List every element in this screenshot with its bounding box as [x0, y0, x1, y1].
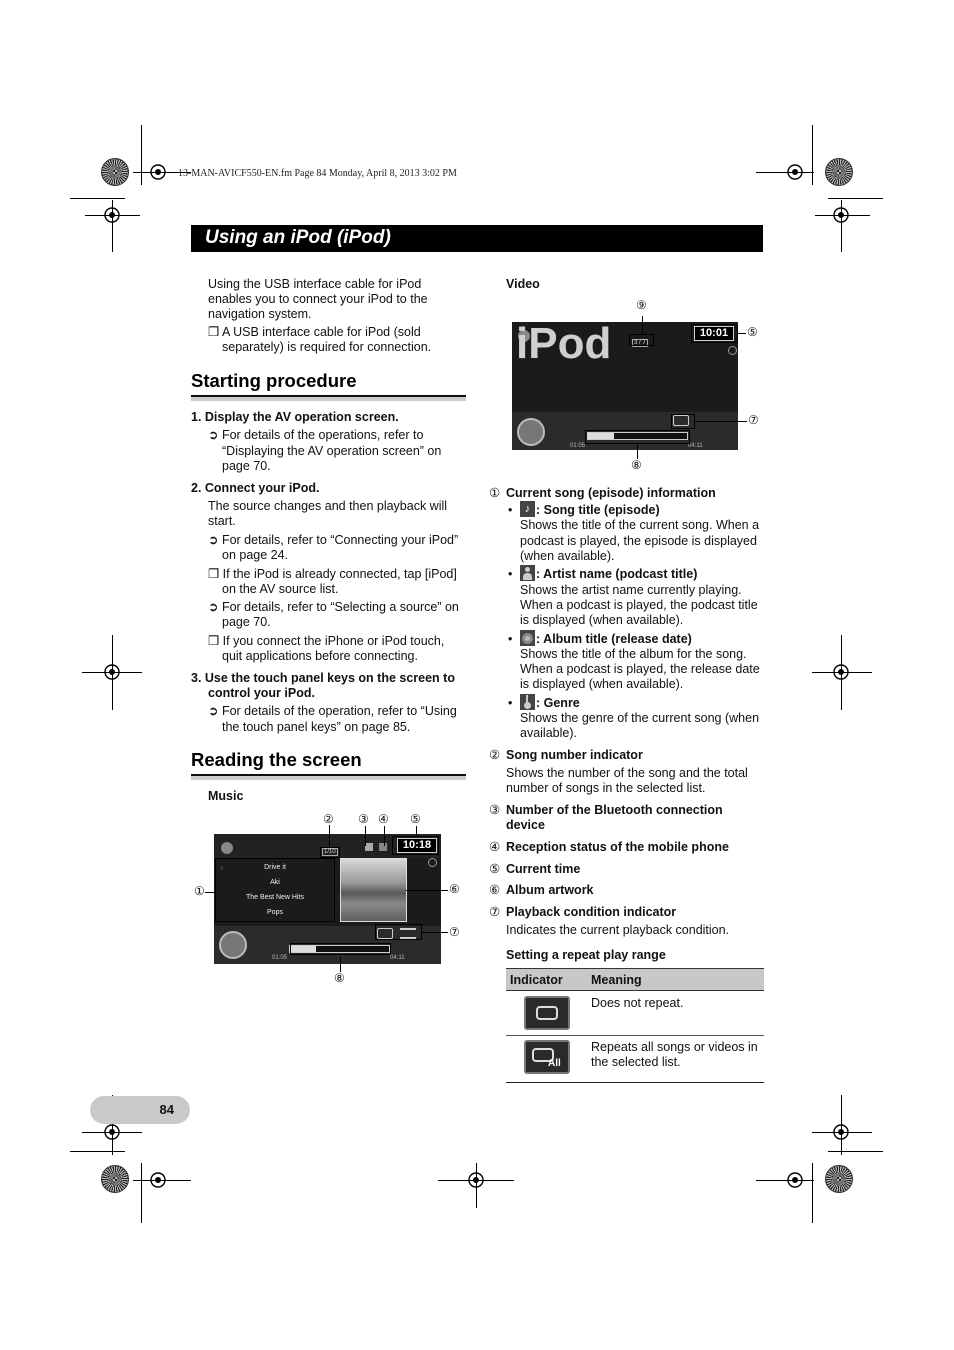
song-counter: 3 / 7	[634, 340, 646, 346]
step-2-ref: ➲ For details, refer to “Connecting your iPod”	[208, 533, 459, 547]
callout-2: ②	[323, 812, 334, 826]
legend-number: ④	[489, 840, 501, 854]
legend-desc: Shows the title of the current song. When a	[520, 518, 760, 532]
disc-icon	[520, 630, 535, 646]
bullet: •	[508, 632, 513, 646]
callout-4: ④	[378, 812, 389, 826]
step-1-ref: “Displaying the AV operation screen” on	[222, 444, 442, 458]
table-row-divider	[506, 1035, 764, 1036]
person-icon	[520, 565, 535, 581]
legend-desc: is displayed (when available).	[520, 677, 684, 691]
legend-album: : Album title (release date)	[536, 632, 692, 646]
play-pause-button[interactable]	[517, 418, 545, 446]
file-header: 13-MAN-AVICF550-EN.fm Page 84 Monday, April 8, 2013 3:02 PM	[178, 168, 457, 179]
heading-rule	[191, 774, 466, 780]
legend-genre: : Genre	[536, 696, 580, 710]
step-2-ref: on page 24.	[222, 548, 289, 562]
step-2-text: The source changes and then playback will	[208, 499, 448, 513]
legend-title: Reception status of the mobile phone	[506, 840, 729, 854]
step-2-note: ❒ If you connect the iPhone or iPod touch,	[208, 634, 445, 648]
col-indicator: Indicator	[510, 973, 563, 987]
legend-number: ②	[489, 748, 501, 762]
signal-icon	[379, 843, 387, 851]
search-icon[interactable]	[728, 346, 737, 355]
chapter-title-bar	[191, 225, 763, 252]
bullet: •	[508, 567, 513, 581]
legend-song-title: : Song title (episode)	[536, 503, 660, 517]
repeat-all-icon	[524, 1040, 570, 1074]
total-time: 04:11	[688, 443, 703, 449]
callout-7: ⑦	[449, 925, 460, 939]
ipod-logo: iPod	[516, 322, 612, 368]
play-pause-button[interactable]	[219, 931, 247, 959]
elapsed-time: 01:05	[272, 955, 288, 961]
album-title: The Best New Hits	[246, 894, 304, 901]
registration-mark-icon	[102, 662, 122, 682]
callout-3: ③	[358, 812, 369, 826]
legend-number: ⑦	[489, 905, 501, 919]
step-1-title: 1. Display the AV operation screen.	[191, 410, 399, 424]
callout-5: ⑤	[747, 325, 758, 339]
color-rosette-icon	[101, 158, 129, 186]
step-2-note: ❒ If the iPod is already connected, tap [iPod]	[208, 567, 457, 581]
registration-mark-icon	[102, 1122, 122, 1142]
legend-desc: Shows the title of the album for the song.	[520, 647, 747, 661]
registration-mark-icon	[831, 205, 851, 225]
intro-line: Using the USB interface cable for iPod	[208, 277, 422, 291]
table-caption: Setting a repeat play range	[506, 948, 666, 962]
table-bottom-rule	[506, 1082, 764, 1083]
repeat-icon	[524, 996, 570, 1030]
callout-5: ⑤	[410, 812, 421, 826]
legend-title: Song number indicator	[506, 748, 643, 762]
page-number-tab	[90, 1096, 190, 1124]
legend-artist: : Artist name (podcast title)	[536, 567, 698, 581]
row2-meaning: Repeats all songs or videos in	[591, 1040, 758, 1054]
legend-title: Current song (episode) information	[506, 486, 716, 500]
song-title: Drive it	[264, 864, 286, 871]
table-header	[506, 968, 764, 991]
search-icon[interactable]	[428, 858, 437, 867]
video-label: Video	[506, 277, 540, 291]
page-number: 84	[159, 1102, 174, 1117]
row1-meaning: Does not repeat.	[591, 996, 684, 1010]
legend-number: ⑥	[489, 883, 501, 897]
legend-desc: Indicates the current playback condition.	[506, 923, 730, 937]
artist-name: Aki	[270, 879, 280, 886]
heading-rule	[191, 395, 466, 401]
chapter-title: Using an iPod (iPod)	[205, 227, 391, 248]
reading-screen-heading: Reading the screen	[191, 749, 362, 770]
color-rosette-icon	[825, 158, 853, 186]
legend-title: device	[506, 818, 545, 832]
legend-desc: When a podcast is played, the release date	[520, 662, 760, 676]
legend-title: Current time	[506, 862, 581, 876]
album-artwork	[340, 858, 407, 922]
legend-desc: is displayed (when available).	[520, 613, 684, 627]
intro-note: separately) is required for connection.	[222, 340, 432, 354]
elapsed-time: 01:05	[570, 443, 586, 449]
color-rosette-icon	[101, 1165, 129, 1193]
step-3-ref: ➲ For details of the operation, refer to “Using	[208, 704, 457, 718]
clock: 10:18	[397, 838, 437, 853]
starting-procedure-heading: Starting procedure	[191, 370, 357, 391]
bullet: •	[508, 503, 513, 517]
legend-desc: (when available).	[520, 549, 615, 563]
step-2-note: on the AV source list.	[222, 582, 339, 596]
registration-mark-icon	[785, 1170, 805, 1190]
legend-number: ①	[489, 486, 501, 500]
step-2-title: 2. Connect your iPod.	[191, 481, 320, 495]
legend-title: Number of the Bluetooth connection	[506, 803, 723, 817]
step-3-title: control your iPod.	[208, 686, 315, 700]
legend-number: ③	[489, 803, 501, 817]
total-time: 04:11	[390, 955, 405, 961]
legend-desc: Shows the genre of the current song (when	[520, 711, 760, 725]
repeat-all-label: All	[548, 1058, 561, 1069]
legend-desc: number of songs in the selected list.	[506, 781, 706, 795]
bluetooth-device-icon	[365, 843, 373, 851]
registration-mark-icon	[831, 1122, 851, 1142]
legend-title: Playback condition indicator	[506, 905, 677, 919]
registration-mark-icon	[148, 162, 168, 182]
music-note-icon: ♪	[520, 501, 535, 517]
legend-desc: Shows the number of the song and the total	[506, 766, 748, 780]
legend-desc: available).	[520, 726, 577, 740]
legend-desc: podcast is played, the episode is displayed	[520, 534, 757, 548]
color-rosette-icon	[825, 1165, 853, 1193]
legend-desc: When a podcast is played, the podcast title	[520, 598, 758, 612]
step-3-ref: the touch panel keys” on page 85.	[222, 720, 411, 734]
legend-desc: Shows the artist name currently playing.	[520, 583, 742, 597]
genre: Pops	[267, 909, 283, 916]
col-meaning: Meaning	[591, 973, 642, 987]
intro-line: navigation system.	[208, 307, 312, 321]
legend-title: Album artwork	[506, 883, 594, 897]
callout-9: ⑨	[636, 298, 647, 312]
step-3-title: 3. Use the touch panel keys on the screen to	[191, 671, 455, 685]
registration-mark-icon	[785, 162, 805, 182]
row2-meaning: the selected list.	[591, 1055, 681, 1069]
song-counter: 1/10	[324, 849, 336, 855]
registration-mark-icon	[466, 1170, 486, 1190]
registration-mark-icon	[831, 662, 851, 682]
step-2-note: quit applications before connecting.	[222, 649, 418, 663]
guitar-icon	[520, 694, 535, 710]
callout-1: ①	[194, 884, 205, 898]
step-1-ref: ➲ For details of the operations, refer to	[208, 428, 424, 442]
registration-mark-icon	[148, 1170, 168, 1190]
step-2-ref: ➲ For details, refer to “Selecting a source” on	[208, 600, 459, 614]
music-label: Music	[208, 789, 244, 803]
step-2-ref: page 70.	[222, 615, 271, 629]
clock: 10:01	[694, 326, 734, 341]
legend-number: ⑤	[489, 862, 501, 876]
step-2-text: start.	[208, 514, 236, 528]
callout-7: ⑦	[748, 413, 759, 427]
registration-mark-icon	[102, 205, 122, 225]
callout-8: ⑧	[631, 458, 642, 472]
intro-line: enables you to connect your iPod to the	[208, 292, 428, 306]
music-note-icon: ♪	[220, 865, 224, 872]
source-icon[interactable]	[221, 842, 233, 854]
bullet: •	[508, 696, 513, 710]
callout-8: ⑧	[334, 971, 345, 985]
callout-6: ⑥	[449, 882, 460, 896]
step-1-ref: page 70.	[222, 459, 271, 473]
intro-note: ❒ A USB interface cable for iPod (sold	[208, 325, 421, 339]
